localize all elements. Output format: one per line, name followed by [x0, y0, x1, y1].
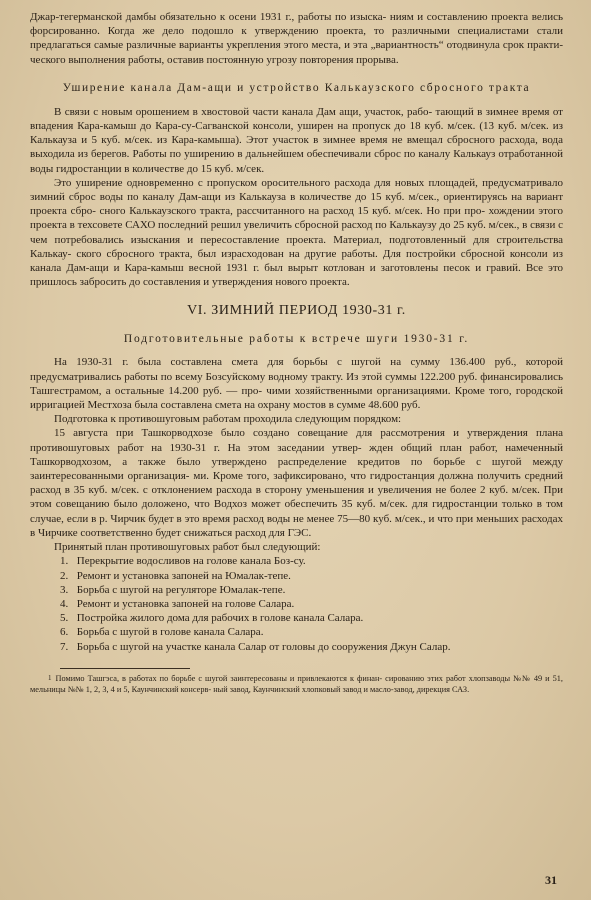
list-item-text: Ремонт и установка запоней на голове Салара.: [76, 597, 295, 610]
section2-paragraph-1: На 1930-31 г. была составлена смета для борьбы с шугой на сумму 136.400 руб., которой предусматривались работы по всему Бозсуйскому водному тракту. Из этой суммы 122.200 руб. финансировались Ташгестрамом, а остальные 14.200 руб. — про- чими хозяйственными организациями. Кроме того, городской ирригацией Местхоза была составлена смета на охрану мостов в сумме 48.600 руб.: [30, 356, 563, 412]
section2-paragraph-4: Принятый план противошуговых работ был следующий:: [54, 541, 321, 554]
footnote-mark: 1: [48, 673, 52, 682]
list-item: [60, 583, 563, 597]
page-number: 31: [545, 873, 557, 887]
footnote-divider: [60, 668, 190, 669]
list-item-text: Борьба с шугой на участке канала Салар от головы до сооружения Джун Салар.: [76, 640, 451, 653]
list-item-number: 2.: [60, 569, 69, 582]
list-item-number: 1.: [60, 555, 69, 568]
footnote: [30, 673, 563, 695]
list-item-text: Ремонт и установка запоней на Юмалак-тепе.: [76, 569, 291, 582]
plan-list: [30, 554, 563, 653]
footnote-text: Помимо Ташгэса, в работах по борьбе с шугой заинтересованы и привлекаются к финан- сированию этих работ хлопзаводы №№ 49 и 51, мельницы №№ 1, 2, 3, 4 и 5, Каунчинский консерв- ный завод, Каунчинский хлопковый завод и масло-завод, дирекция САЗ.: [30, 673, 563, 694]
list-item: [60, 569, 563, 583]
section2-paragraph-3: 15 августа при Ташкорводхозе было создано совещание для рассмотрения и утверждения плана противошуговых работ на 1930-31 г. На этом заседании утвер- жден общий план работ, намеченный Ташкорводхозом, а также было утверждено распределение кредитов по борьбе с шугой между заинтересованными организация- ми. Кроме того, зафиксировано, что гидростанция должна получить средний расход в 35 куб. м/сек. с отклонением расхода в сторону уменьшения и увеличения не более 2 куб. м/сек. При этом совещанию было доложено, что Водхоз может обеспечить 35 куб. м/сек. для гидростанции только в том случае, если в р. Чирчик будет в это время расход воды не менее 75—80 куб. м/сек., и что при меньших расходах в Чирчике соответственно будет снижаться расход для ГЭС.: [30, 427, 563, 539]
section1-paragraph-1: В связи с новым орошением в хвостовой части канала Дам ащи, участок, рабо- тающий в зимнее время от впадения Кара-камыш до Кара-су-Сагванской консоли, уширен на пропуск до 18 куб. м/сек. (13 куб. м/сек. из Калькауза и 5 куб. м/сек. из Кара-камыша). Этот участок в зимнее время не вмещал сбросного расхода, вода выходила из берегов. Работы по уширению в дальнейшем обеспечивали сброс по каналу Калькауз отработанной воды гидростанции в количестве до 15 куб. м/сек.: [30, 105, 563, 175]
section1-paragraph-2: Это уширение одновременно с пропуском оросительного расхода для новых площадей, предусматривало зимний сброс воды по каналу Дам-ащи из Калькауза в количестве до 15 куб. м/сек., ориентируясь на вариант проекта сбро- сного Калькаузского тракта, рассчитанного на расход 15 куб. м/сек. Но при про- хождении этого проекта в техсовете САХО последний решил увеличить сбросной расход по Калькаузу до 25 куб. м/сек., в связи с чем потребовались изыскания и пересоставление проекта. Материал, подготовленный для строительства Калькау- ского сбросного тракта, был израсходован на другие работы. Для постройки сбросной консоли из канала Дам-ащи и Кара-камыш весной 1931 г. был вырыт котлован и заготовлены песок и гравий. Все это пришлось забросить до составления и утверждения нового проекта.: [30, 176, 563, 289]
list-item: [60, 554, 563, 568]
chapter-heading: VI. ЗИМНИЙ ПЕРИОД 1930-31 г.: [187, 303, 406, 319]
list-item: [60, 611, 563, 625]
list-item-number: 5.: [60, 612, 69, 625]
list-item: [60, 625, 563, 639]
list-item-text: Борьба с шугой в голове канала Салара.: [76, 626, 264, 639]
list-item-text: Борьба с шугой на регуляторе Юмалак-тепе.: [76, 583, 286, 596]
list-item-number: 7.: [60, 640, 69, 653]
section2-heading: Подготовительные работы к встрече шуги 1930-31 г.: [123, 333, 470, 346]
list-item-number: 4.: [60, 597, 69, 610]
list-item: [60, 597, 563, 611]
intro-paragraph: Джар-тегерманской дамбы обязательно к осени 1931 г., работы по изыска- ниям и составлению проекта велись форсированно. Когда же дело подошло к утверждению проекта, то различными специалистами стали предлагаться самые различные варианты укрепления этого места, и эта „вариантность“ отодвинула срок практи- ческого выполнения работы, оставив постоянную угрозу повторения прорыва.: [30, 11, 563, 66]
list-item: [60, 640, 563, 654]
list-item-text: Постройка жилого дома для рабочих в голове канала Салара.: [76, 612, 364, 625]
list-item-number: 3.: [60, 583, 69, 596]
list-item-text: Перекрытие водосливов на голове канала Боз-су.: [76, 555, 306, 568]
section1-heading: Уширение канала Дам-ащи и устройство Калькаузского сбросного тракта: [62, 81, 531, 94]
section2-paragraph-2: Подготовка к противошуговым работам проходила следующим порядком:: [54, 413, 402, 426]
list-item-number: 6.: [60, 626, 69, 639]
